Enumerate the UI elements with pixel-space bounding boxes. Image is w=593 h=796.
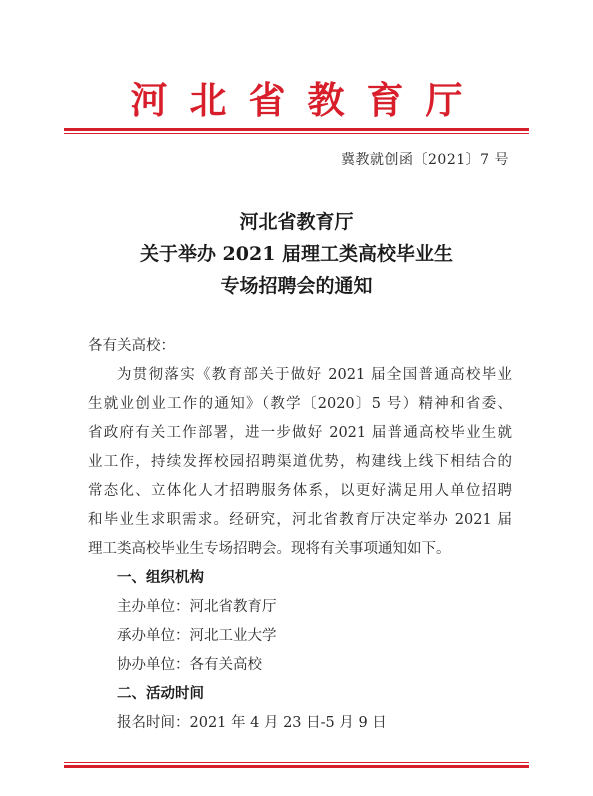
paragraph-line: 省政府有关工作部署，进一步做好 2021 届普通高校毕业生就	[88, 425, 512, 441]
title-line-2: 关于举办 2021 届理工类高校毕业生	[139, 243, 454, 265]
masthead-rule-thick	[64, 128, 529, 131]
paragraph-line: 常态化、立体化人才招聘服务体系，以更好满足用人单位招聘	[88, 483, 512, 499]
paragraph-line: 业工作，持续发挥校园招聘渠道优势，构建线上线下相结合的	[88, 454, 512, 470]
paragraph-line: 理工类高校毕业生专场招聘会。现将有关事项通知如下。	[88, 541, 451, 557]
footer-rule-thin	[64, 762, 529, 763]
section-heading-organization: 一、组织机构	[117, 570, 204, 586]
paragraph-line: 和毕业生求职需求。经研究，河北省教育厅决定举办 2021 届	[88, 512, 512, 528]
salutation: 各有关高校：	[88, 338, 175, 354]
organizer-co-host: 协办单位：各有关高校	[117, 657, 262, 673]
document-title	[0, 206, 593, 302]
registration-time: 报名时间：2021 年 4 月 23 日-5 月 9 日	[117, 715, 387, 731]
section-heading-schedule: 二、活动时间	[117, 686, 204, 702]
document-body	[88, 332, 512, 738]
organizer-host: 主办单位：河北省教育厅	[117, 599, 277, 615]
title-line-1: 河北省教育厅	[239, 211, 354, 233]
paragraph-line: 生就业创业工作的通知》（教学〔2020〕5 号）精神和省委、	[88, 396, 512, 412]
masthead-rule-thin	[64, 133, 529, 134]
masthead-title: 河北省教育厅	[130, 78, 485, 122]
title-line-3: 专场招聘会的通知	[220, 275, 373, 297]
paragraph-line: 为贯彻落实《教育部关于做好 2021 届全国普通高校毕业	[117, 367, 512, 383]
footer-rule-thick	[64, 765, 529, 768]
document-number: 冀教就创函〔2021〕7 号	[341, 152, 509, 168]
organizer-undertaker: 承办单位：河北工业大学	[117, 628, 277, 644]
